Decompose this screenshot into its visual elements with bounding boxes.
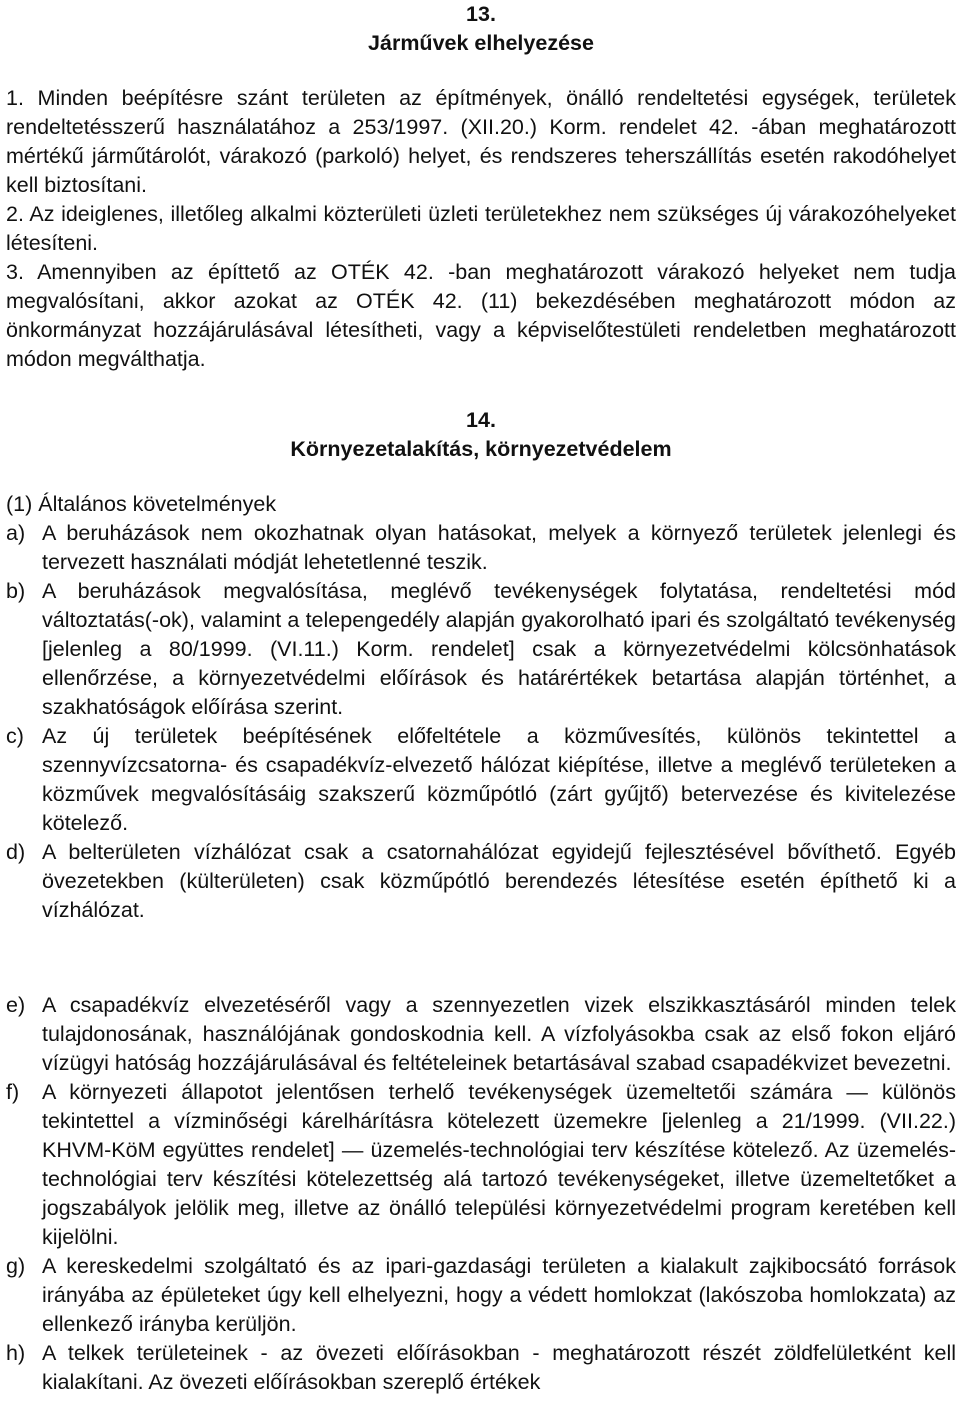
list-item-a	[6, 519, 956, 577]
section-13-paragraph-2: 2. Az ideiglenes, illetőleg alkalmi közterületi üzleti területekhez nem szükséges új várakozóhelyeket létesíteni.	[6, 202, 956, 255]
item-text: A beruházások nem okozhatnak olyan hatásokat, melyek a környező területek jelenlegi és tervezett használati módját lehetetlenné teszik.	[42, 521, 956, 574]
item-label: d)	[6, 840, 26, 864]
item-text: A beruházások megvalósítása, meglévő tevékenységek folytatása, rendeltetési mód változtatás(-ok), valamint a telepengedély alapján gyakorolható ipari és szolgáltató tevékenység [jelenleg a 80/1999. (VI.11.) Korm. rendelet] csak a környezetvédelmi kölcsönhatások ellenőrzése, a környezetvédelmi előírások és határértékek betartása alapján történhet, a szakhatóságok előírása szerint.	[42, 579, 956, 719]
list-item-e	[6, 991, 956, 1078]
item-text: A telkek területeinek - az övezeti előírásokban - meghatározott részét zöldfelületként kell kialakítani. Az övezeti előírásokban szereplő értékek	[42, 1341, 956, 1394]
list-item-f	[6, 1078, 956, 1252]
item-text: Az új területek beépítésének előfeltétele a közművesítés, különös tekintettel a szennyvízcsatorna- és csapadékvíz-elvezető hálózat kiépítése, illetve a meglévő területeken a közművek megvalósításáig szakszerű közműpótló (zárt gyűjtő) betervezése és kivitelezése kötelező.	[42, 724, 956, 835]
section-13-paragraph-1: 1. Minden beépítésre szánt területen az építmények, önálló rendeltetési egységek, területek rendeltetésszerű használatához a 253/1997. (XII.20.) Korm. rendelet 42. -ában meghatározott mértékű járműtárolót, várakozó (parkoló) helyet, és rendszeres teherszállítás esetén rakodóhelyet kell biztosítani.	[6, 86, 956, 197]
list-item-d	[6, 838, 956, 925]
item-label: g)	[6, 1254, 26, 1278]
list-item-g	[6, 1252, 956, 1339]
item-text: A környezeti állapotot jelentősen terhelő tevékenységek üzemeltetői számára — különös tekintettel a vízminőségi kárelhárításra kötelezett üzemekre [jelenleg a 21/1999. (VII.22.) KHVM-KöM együttes rendelet] — üzemelés-technológiai terv készítése kötelező. Az üzemelés-technológiai terv készítési kötelezettség alá tartozó tevékenységeket, illetve üzemeltetőket a jogszabályok jelölik meg, illetve az önálló települési környezetvédelmi program keretében kell kijelölni.	[42, 1080, 956, 1249]
list-item-b	[6, 577, 956, 722]
item-text: A csapadékvíz elvezetéséről vagy a szennyezetlen vizek elszikkasztásáról minden telek tulajdonosának, használójának gondoskodnia kell. A vízfolyásokba csak az első fokon eljáró vízügyi hatóság hozzájárulásával és feltételeinek betartásával szabad csapadékvizet bevezetni.	[42, 993, 956, 1075]
item-text: A kereskedelmi szolgáltató és az ipari-gazdasági területen a kialakult zajkibocsátó források irányába az épületeket úgy kell elhelyezni, hogy a védett homlokzat (lakószoba homlokzata) az ellenkező irányba kerüljön.	[42, 1254, 956, 1336]
item-label: e)	[6, 993, 26, 1017]
list-item-h	[6, 1339, 956, 1397]
list-item-c	[6, 722, 956, 838]
item-text: A belterületen vízhálózat csak a csatornahálózat egyidejű fejlesztésével bővíthető. Egyéb övezetekben (külterületen) csak közműpótló berendezés létesítése esetén építhető ki a vízhálózat.	[42, 840, 956, 922]
section-14-title: Környezetalakítás, környezetvédelem	[290, 437, 672, 461]
section-13-paragraph-3: 3. Amennyiben az építtető az OTÉK 42. -ban meghatározott várakozó helyeket nem tudja megvalósítani, akkor azokat az OTÉK 42. (11) bekezdésében meghatározott módon az önkormányzat hozzájárulásával létesítheti, vagy a képviselőtestületi rendeletben meghatározott módon megválthatja.	[6, 260, 956, 371]
section-14-subheading: (1) Általános követelmények	[6, 492, 277, 516]
section-13-title: Járművek elhelyezése	[368, 31, 594, 55]
item-label: f)	[6, 1080, 20, 1104]
item-label: b)	[6, 579, 26, 603]
section-14-number: 14.	[466, 408, 496, 432]
section-13-number: 13.	[466, 2, 496, 26]
item-label: h)	[6, 1341, 26, 1365]
item-label: c)	[6, 724, 24, 748]
item-label: a)	[6, 521, 26, 545]
document-page	[6, 0, 956, 1397]
